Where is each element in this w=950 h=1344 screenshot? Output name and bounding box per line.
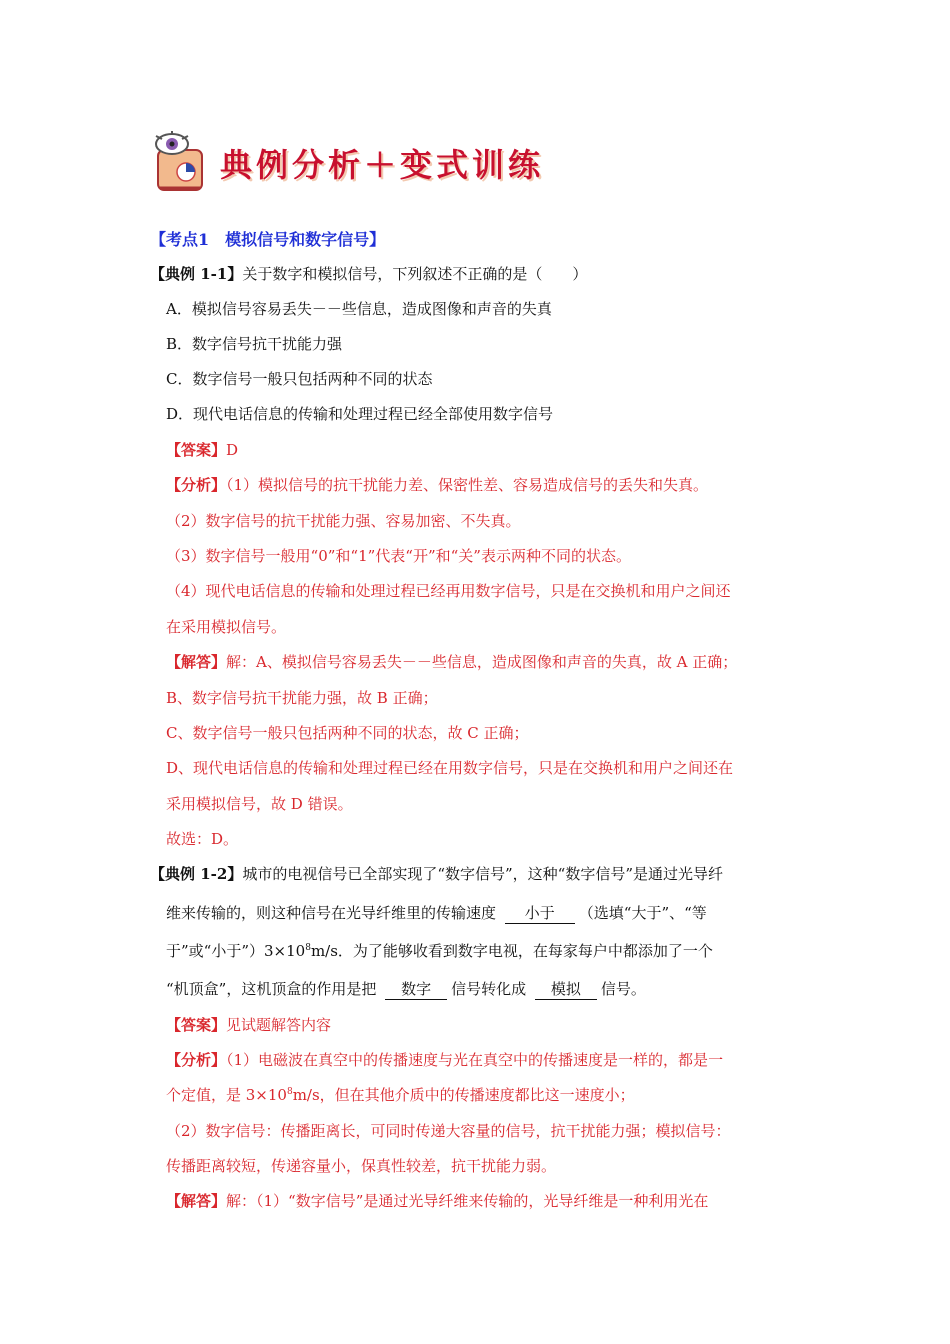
example-tag: 【典例 1-2】 (150, 865, 243, 883)
solution-2-line-1: 【解答】解：（1）“数字信号”是通过光导纤维来传输的，光导纤维是一种利用光在 (166, 1192, 709, 1210)
analysis-line-3: （3）数字信号一般用“0”和“1”代表“开”和“关”表示两种不同的状态。 (166, 547, 631, 565)
solution-tag: 【解答】 (166, 653, 227, 671)
fill-blank-2: 数字 (385, 979, 447, 1000)
solution-line-1: 【解答】解：A、模拟信号容易丢失－－些信息，造成图像和声音的失真，故 A 正确； (166, 653, 738, 671)
question-text: 关于数字和模拟信号，下列叙述不正确的是（ ） (242, 265, 588, 283)
analysis-line-5: 在采用模拟信号。 (166, 618, 287, 636)
solution-line-5: 采用模拟信号，故 D 错误。 (166, 795, 353, 813)
option-b: B．数字信号抗干扰能力强 (166, 335, 343, 353)
analysis-line-4: （4）现代电话信息的传输和处理过程已经再用数字信号，只是在交换机和用户之间还 (166, 582, 731, 600)
answer-tag: 【答案】 (166, 1016, 227, 1034)
option-a: A．模拟信号容易丢失－－些信息，造成图像和声音的失真 (166, 300, 552, 318)
example-1-2-line-2: 维来传输的，则这种信号在光导纤维里的传输速度 小于 （选填“大于”、“等 (166, 904, 707, 922)
analysis-2-line-1: 【分析】（1）电磁波在真空中的传播速度与光在真空中的传播速度是一样的，都是一 (166, 1051, 724, 1069)
fill-blank-1: 小于 (505, 903, 575, 924)
answer-line-2: 【答案】见试题解答内容 (166, 1016, 332, 1034)
example-tag: 【典例 1-1】 (150, 265, 243, 283)
example-1-2-line-1: 【典例 1-2】城市的电视信号已全部实现了“数字信号”，这种“数字信号”是通过光导纤 (150, 865, 724, 883)
analysis-tag: 【分析】 (166, 476, 227, 494)
banner-title: 典例分析＋变式训练 (220, 146, 545, 184)
analysis-2-line-4: 传播距离较短，传递容量小，保真性较差，抗干扰能力弱。 (166, 1157, 557, 1175)
option-c: C．数字信号一般只包括两种不同的状态 (166, 370, 433, 388)
banner-eye-chart-icon (150, 128, 210, 194)
analysis-line-1: 【分析】（1）模拟信号的抗干扰能力差、保密性差、容易造成信号的丢失和失真。 (166, 476, 709, 494)
fill-blank-3: 模拟 (535, 979, 597, 1000)
example-1-2-line-4: “机顶盒”，这机顶盒的作用是把 数字 信号转化成 模拟 信号。 (166, 980, 646, 998)
analysis-2-line-3: （2）数字信号：传播距离长，可同时传递大容量的信号，抗干扰能力强；模拟信号： (166, 1122, 731, 1140)
section-banner (150, 128, 570, 194)
answer-value: D (226, 441, 239, 459)
analysis-2-line-2: 个定值，是 $3\times 10^8m/s$，但在其他介质中的传播速度都比这一速度小； (166, 1086, 635, 1104)
section-title: 【考点1 模拟信号和数字信号】 (150, 230, 386, 249)
option-d: D．现代电话信息的传输和处理过程已经全部使用数字信号 (166, 405, 554, 423)
choice-line: 故选：D。 (166, 830, 239, 848)
analysis-line-2: （2）数字信号的抗干扰能力强、容易加密、不失真。 (166, 512, 521, 530)
solution-line-2: B、数字信号抗干扰能力强，故 B 正确； (166, 689, 438, 707)
example-1-2-line-3: 于”或“小于$”)3\times 10^8m/s$．为了能够收看到数字电视，在每家每户中都添加了一个 (166, 942, 713, 960)
solution-line-3: C、数字信号一般只包括两种不同的状态，故 C 正确； (166, 724, 529, 742)
answer-tag: 【答案】 (166, 441, 227, 459)
example-1-1-question (150, 264, 587, 284)
solution-tag: 【解答】 (166, 1192, 227, 1210)
solution-line-4: D、现代电话信息的传输和处理过程已经在用数字信号，只是在交换机和用户之间还在 (166, 759, 734, 777)
answer-line (166, 440, 238, 460)
analysis-tag: 【分析】 (166, 1051, 227, 1069)
